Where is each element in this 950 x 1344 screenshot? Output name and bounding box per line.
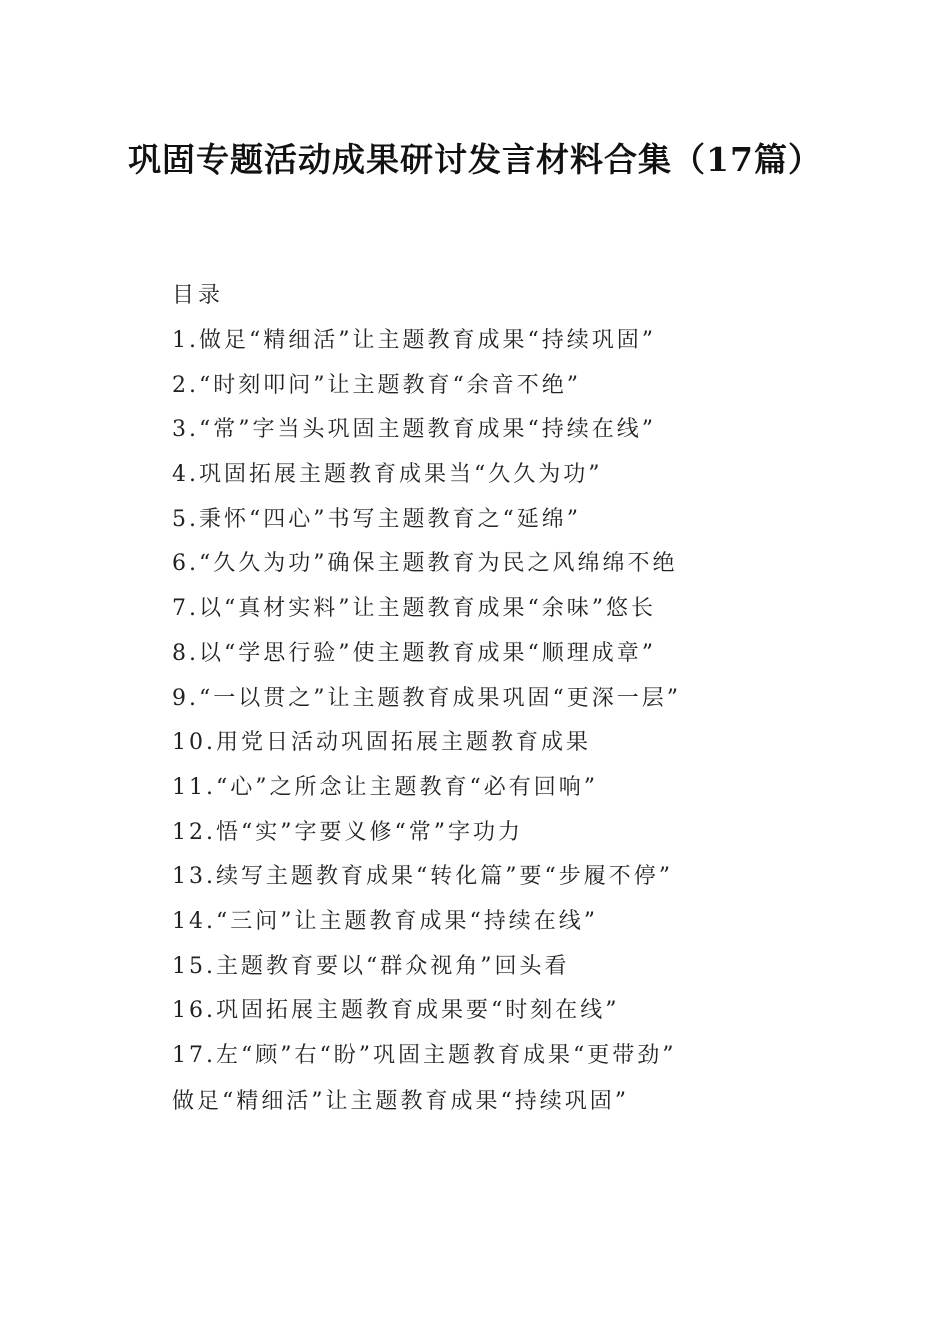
first-section-heading: 做足“精细活”让主题教育成果“持续巩固” [172, 1089, 629, 1114]
toc-heading: 目录 [172, 283, 225, 308]
toc-item-2[interactable]: 2.“时刻叩问”让主题教育“余音不绝” [172, 372, 581, 398]
toc-item-13[interactable]: 13.续写主题教育成果“转化篇”要“步履不停” [172, 864, 673, 890]
toc-item-17[interactable]: 17.左“顾”右“盼”巩固主题教育成果“更带劲” [172, 1043, 677, 1068]
toc-item-9[interactable]: 9.“一以贯之”让主题教育成果巩固“更深一层” [172, 685, 681, 711]
toc-item-15[interactable]: 15.主题教育要以“群众视角”回头看 [172, 953, 570, 979]
toc-item-3[interactable]: 3.“常”字当头巩固主题教育成果“持续在线” [172, 417, 656, 443]
toc-item-5[interactable]: 5.秉怀“四心”书写主题教育之“延绵” [172, 506, 581, 532]
document-title: 巩固专题活动成果研讨发言材料合集（17篇） [128, 140, 822, 179]
toc-item-6[interactable]: 6.“久久为功”确保主题教育为民之风绵绵不绝 [172, 551, 678, 577]
toc-item-4[interactable]: 4.巩固拓展主题教育成果当“久久为功” [172, 462, 603, 488]
toc-item-16[interactable]: 16.巩固拓展主题教育成果要“时刻在线” [172, 998, 620, 1024]
toc-item-1[interactable]: 1.做足“精细活”让主题教育成果“持续巩固” [172, 328, 656, 353]
table-of-contents [172, 325, 872, 1085]
toc-item-8[interactable]: 8.以“学思行验”使主题教育成果“顺理成章” [172, 640, 656, 666]
toc-item-14[interactable]: 14.“三问”让主题教育成果“持续在线” [172, 908, 598, 934]
toc-item-12[interactable]: 12.悟“实”字要义修“常”字功力 [172, 819, 523, 845]
toc-item-10[interactable]: 10.用党日活动巩固拓展主题教育成果 [172, 730, 591, 756]
toc-item-11[interactable]: 11.“心”之所念让主题教育“必有回响” [172, 774, 598, 800]
toc-item-7[interactable]: 7.以“真材实料”让主题教育成果“余味”悠长 [172, 596, 656, 622]
